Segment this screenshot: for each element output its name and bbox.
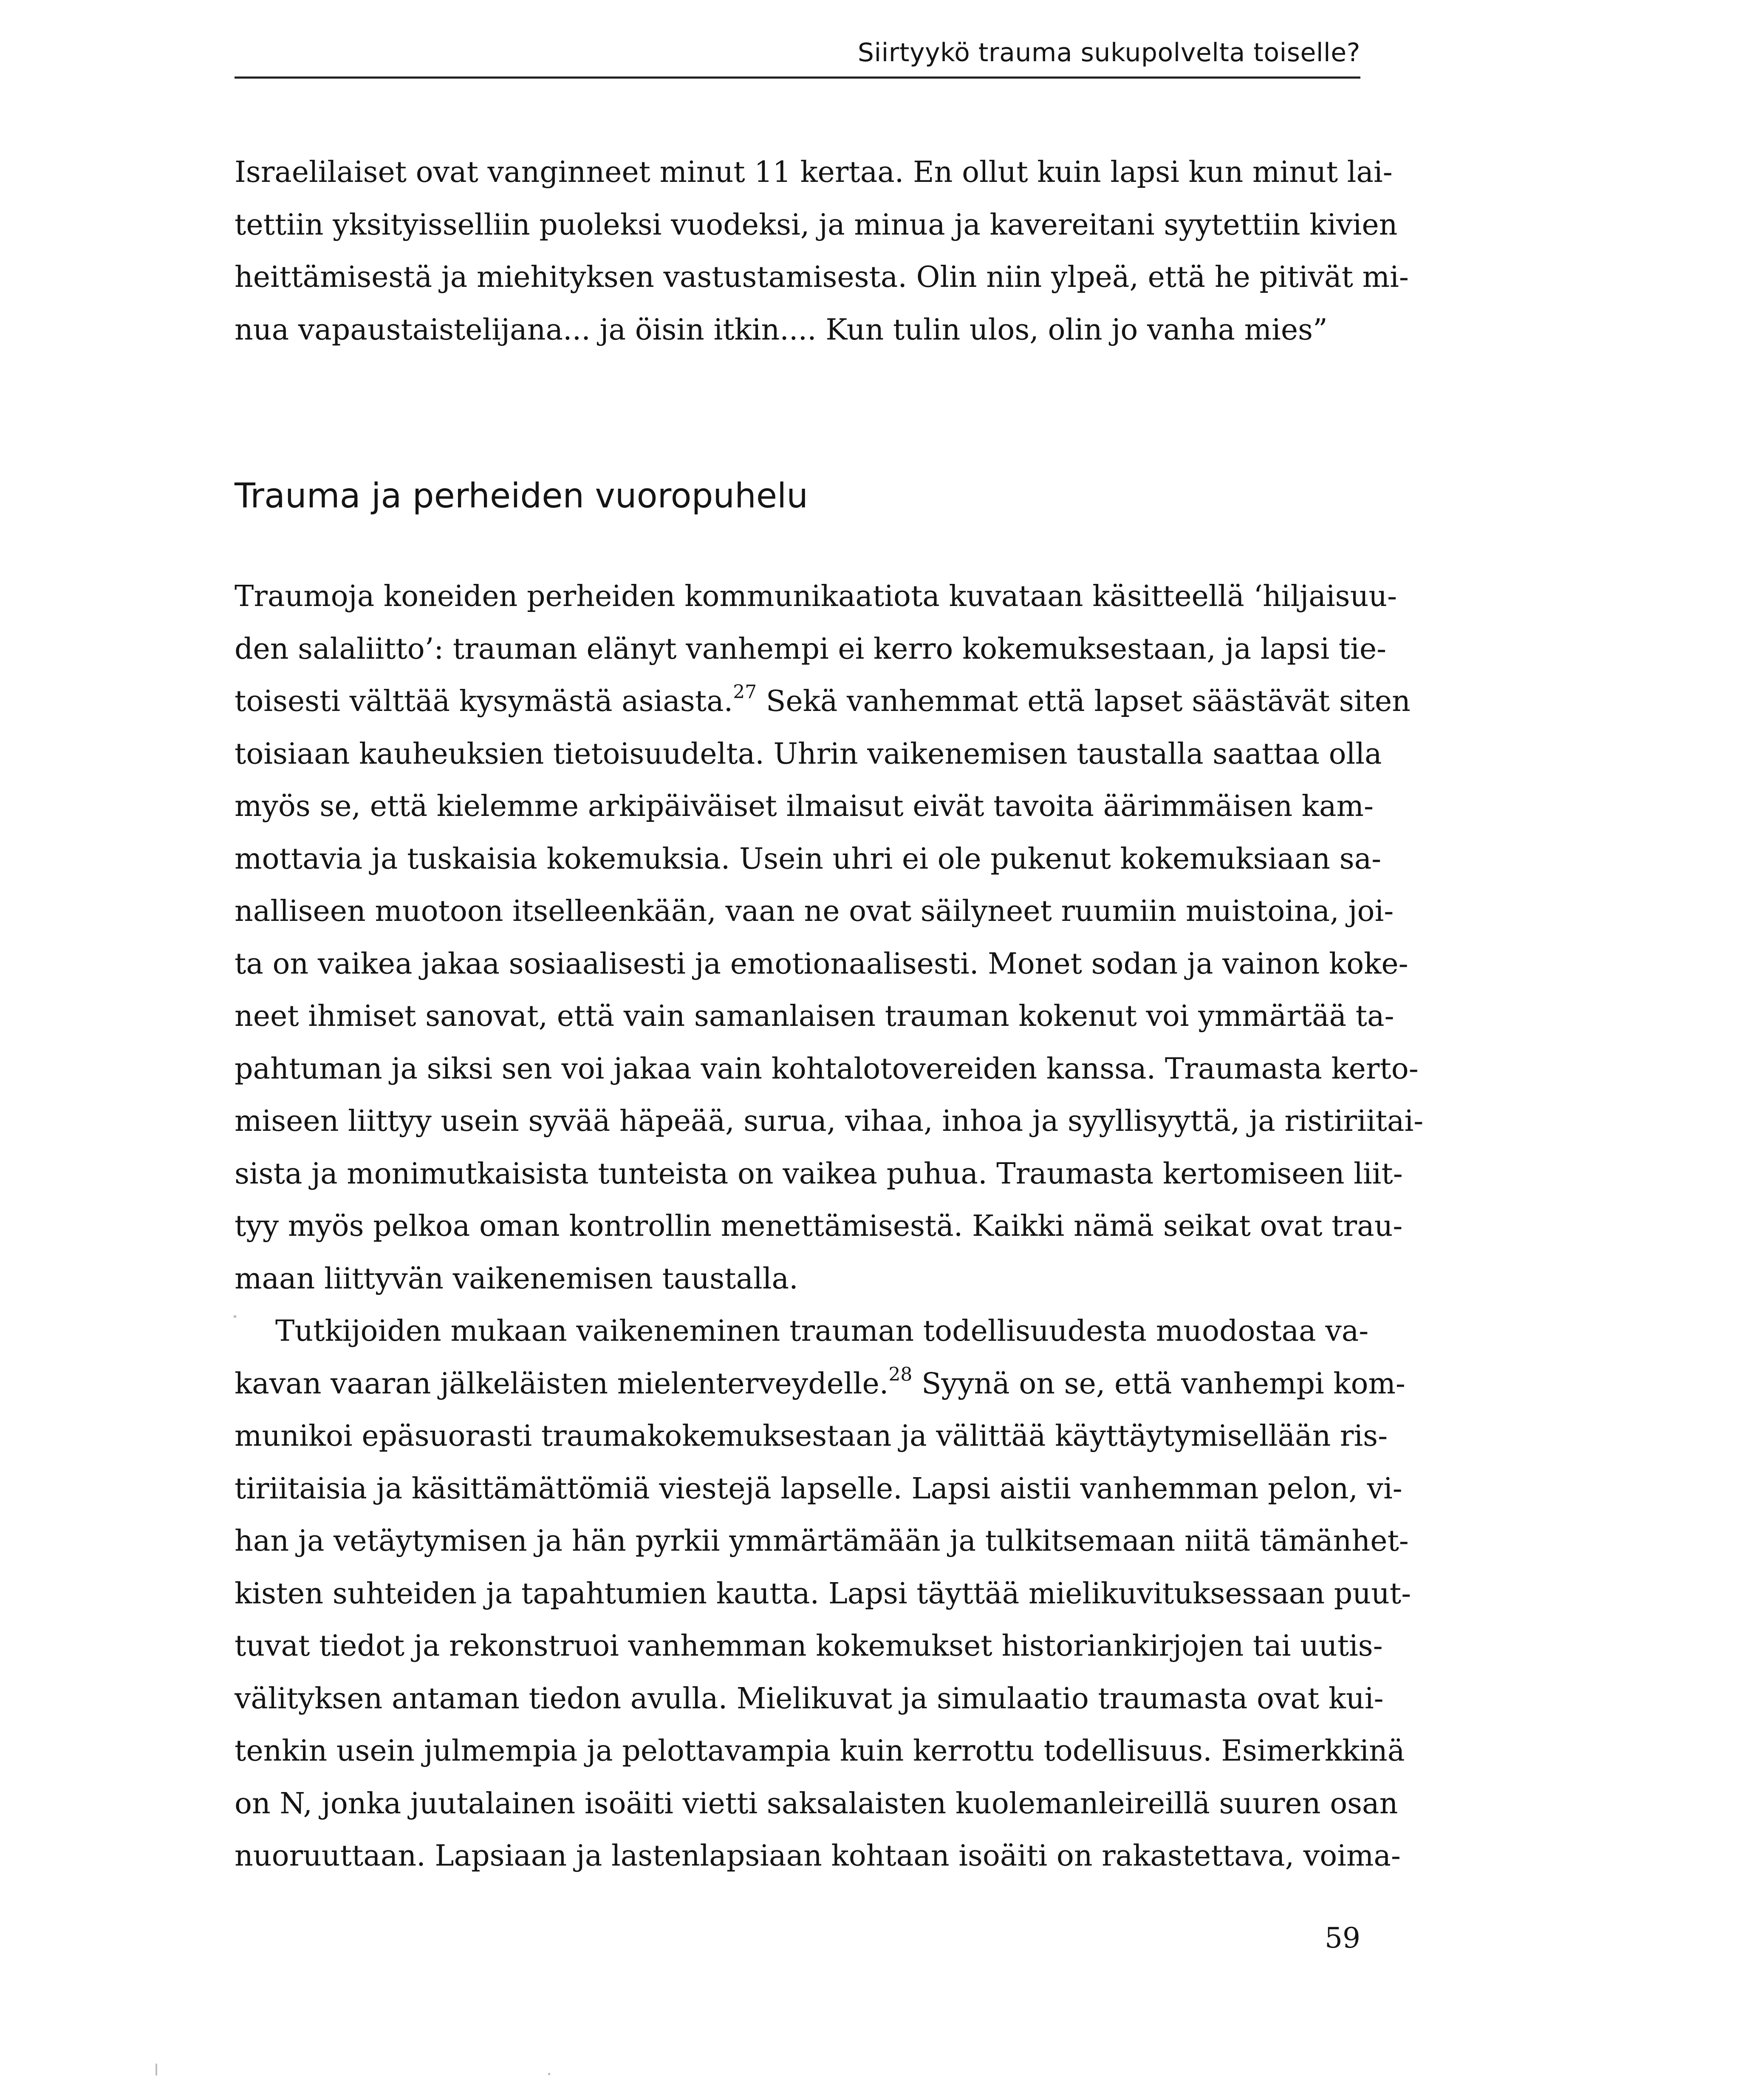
paragraph-line: Tutkijoiden mukaan vaikeneminen trauman todellisuudesta muodostaa va- [275,1314,1369,1348]
header-rule [235,76,1360,79]
text-run: toisesti välttää kysymästä asiasta. [235,685,733,718]
paragraph-line: sista ja monimutkaisista tunteista on vaikea puhua. Traumasta kertomiseen liit- [235,1157,1403,1191]
paragraph-line: kisten suhteiden ja tapahtumien kautta. Lapsi täyttää mielikuvituksessaan puut- [235,1577,1411,1611]
quote-line: Israelilaiset ovat vanginneet minut 11 kertaa. En ollut kuin lapsi kun minut lai- [235,156,1393,189]
paragraph-line: munikoi epäsuorasti traumakokemuksestaan ja välittää käyttäytymisellään ris- [235,1419,1388,1453]
page-number: 59 [1325,1922,1360,1954]
quote-line: nua vapaustaistelijana... ja öisin itkin.... Kun tulin ulos, olin jo vanha mies” [235,313,1328,347]
paragraph-line: den salaliitto’: trauman elänyt vanhempi ei kerro kokemuksestaan, ja lapsi tie- [235,632,1387,666]
scan-speck [548,2073,550,2075]
quote-line: heittämisestä ja miehityksen vastustamisesta. Olin niin ylpeä, että he pitivät mi- [235,260,1409,294]
paragraph-line: mottavia ja tuskaisia kokemuksia. Usein uhri ei ole pukenut kokemuksiaan sa- [235,842,1382,876]
paragraph-2 [235,1305,1411,1883]
paragraph-line: han ja vetäytymisen ja hän pyrkii ymmärtämään ja tulkitsemaan niitä tämänhet- [235,1524,1409,1558]
paragraph-line: tenkin usein julmempia ja pelottavampia kuin kerrottu todellisuus. Esimerkkinä [235,1734,1405,1768]
text-run: Syynä on se, että vanhempi kom- [912,1367,1405,1401]
footnote-ref-28[interactable]: 28 [888,1363,913,1385]
paragraph-line: tuvat tiedot ja rekonstruoi vanhemman kokemukset historiankirjojen tai uutis- [235,1629,1383,1663]
footnote-ref-27[interactable]: 27 [733,681,757,703]
paragraph-line: tiriitaisia ja käsittämättömiä viestejä lapselle. Lapsi aistii vanhemman pelon, vi- [235,1472,1402,1506]
paragraph-line [235,675,1411,728]
scan-speck [155,2064,157,2076]
paragraph-line: toisiaan kauheuksien tietoisuudelta. Uhrin vaikenemisen taustalla saattaa olla [235,737,1382,771]
paragraph-line: miseen liittyy usein syvää häpeää, surua, vihaa, inhoa ja syyllisyyttä, ja ristiriitai- [235,1104,1424,1138]
paragraph-line: neet ihmiset sanovat, että vain samanlaisen trauman kokenut voi ymmärtää ta- [235,1000,1394,1033]
paragraph-line: nuoruuttaan. Lapsiaan ja lastenlapsiaan kohtaan isoäiti on rakastettava, voima- [235,1839,1401,1873]
paragraph-1 [235,570,1424,1305]
quote-line: tettiin yksityisselliin puoleksi vuodeksi, ja minua ja kavereitani syytettiin kivien [235,208,1398,242]
paragraph-line: nalliseen muotoon itselleenkään, vaan ne ovat säilyneet ruumiin muistoina, joi- [235,895,1394,928]
paragraph-line: on N, jonka juutalainen isoäiti vietti saksalaisten kuolemanleireillä suuren osan [235,1787,1398,1821]
paragraph-line [235,1358,1405,1410]
paragraph-line: pahtuman ja siksi sen voi jakaa vain kohtalotovereiden kanssa. Traumasta kerto- [235,1052,1419,1086]
paragraph-line: ta on vaikea jakaa sosiaalisesti ja emotionaalisesti. Monet sodan ja vainon koke- [235,947,1408,981]
running-head: Siirtyykö trauma sukupolvelta toiselle? [857,38,1360,68]
section-heading: Trauma ja perheiden vuoropuhelu [235,476,808,515]
paragraph-line: välityksen antaman tiedon avulla. Mielikuvat ja simulaatio traumasta ovat kui- [235,1682,1384,1716]
quote-block [235,146,1409,356]
paragraph-line: tyy myös pelkoa oman kontrollin menettämisestä. Kaikki nämä seikat ovat trau- [235,1209,1403,1243]
paragraph-line: Traumoja koneiden perheiden kommunikaatiota kuvataan käsitteellä ‘hiljaisuu- [235,580,1397,613]
paragraph-line: myös se, että kielemme arkipäiväiset ilmaisut eivät tavoita äärimmäisen kam- [235,790,1374,823]
paragraph-line: maan liittyvän vaikenemisen taustalla. [235,1262,798,1296]
text-run: kavan vaaran jälkeläisten mielenterveydelle. [235,1367,889,1401]
text-run: Sekä vanhemmat että lapset säästävät siten [757,685,1411,718]
scan-speck [234,1315,236,1318]
